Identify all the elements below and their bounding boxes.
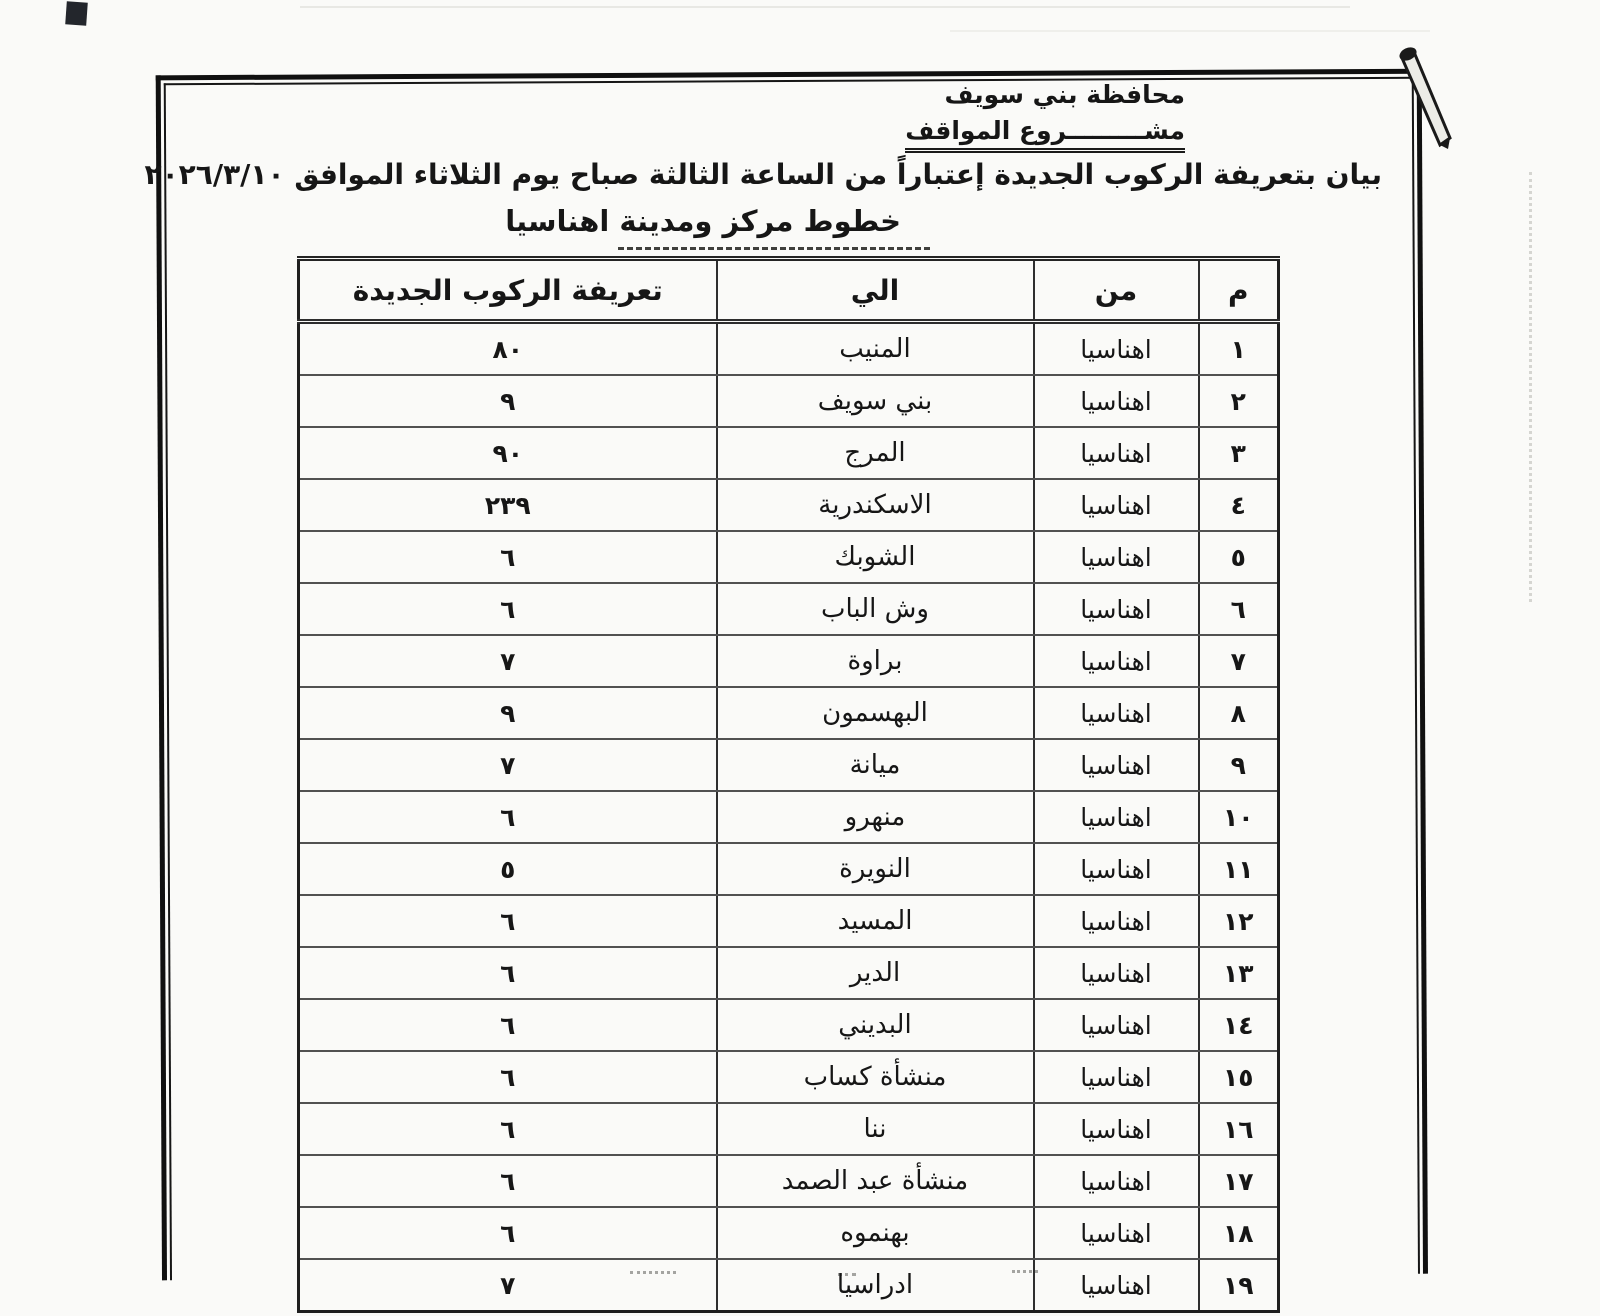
table-row	[299, 479, 1279, 531]
fare-cell: ٩	[299, 687, 717, 739]
fare-cell: ٦	[299, 999, 717, 1051]
row-number-cell: ١٤	[1199, 999, 1279, 1051]
from-cell: اهناسيا	[1034, 843, 1199, 895]
from-cell: اهناسيا	[1034, 739, 1199, 791]
from-cell: اهناسيا	[1034, 791, 1199, 843]
row-number-cell: ٥	[1199, 531, 1279, 583]
table-row	[299, 947, 1279, 999]
fare-cell: ٧	[299, 739, 717, 791]
project-title: مشـــــــــروع المواقف	[905, 116, 1185, 153]
scan-streak	[300, 6, 1350, 8]
to-cell: منشأة كساب	[717, 1051, 1034, 1103]
row-number-cell: ١٨	[1199, 1207, 1279, 1259]
table-row	[299, 1103, 1279, 1155]
from-cell: اهناسيا	[1034, 895, 1199, 947]
table-row	[299, 635, 1279, 687]
fare-cell: ٧	[299, 1259, 717, 1312]
to-cell: منهرو	[717, 791, 1034, 843]
row-number-cell: ١١	[1199, 843, 1279, 895]
table-row	[299, 1155, 1279, 1207]
from-cell: اهناسيا	[1034, 375, 1199, 427]
fare-cell: ٦	[299, 1051, 717, 1103]
row-number-cell: ٨	[1199, 687, 1279, 739]
table-row	[299, 739, 1279, 791]
to-cell: ننا	[717, 1103, 1034, 1155]
row-number-cell: ١٦	[1199, 1103, 1279, 1155]
nail-icon	[1388, 42, 1466, 158]
from-cell: اهناسيا	[1034, 1103, 1199, 1155]
from-cell: اهناسيا	[1034, 1051, 1199, 1103]
table-row	[299, 322, 1279, 376]
to-cell: المنيب	[717, 322, 1034, 376]
table-row	[299, 1259, 1279, 1312]
row-number-cell: ١	[1199, 322, 1279, 376]
table-row	[299, 999, 1279, 1051]
header-number: م	[1199, 259, 1279, 322]
row-number-cell: ٩	[1199, 739, 1279, 791]
fare-cell: ٩	[299, 375, 717, 427]
table-row	[299, 1051, 1279, 1103]
from-cell: اهناسيا	[1034, 687, 1199, 739]
fare-cell: ٦	[299, 1103, 717, 1155]
to-cell: المرج	[717, 427, 1034, 479]
from-cell: اهناسيا	[1034, 635, 1199, 687]
scan-corner-mark	[65, 1, 88, 25]
scan-dotted-line	[1529, 172, 1532, 602]
header-fare: تعريفة الركوب الجديدة	[299, 259, 717, 322]
header-to: الي	[717, 259, 1034, 322]
row-number-cell: ٧	[1199, 635, 1279, 687]
from-cell: اهناسيا	[1034, 1259, 1199, 1312]
from-cell: اهناسيا	[1034, 479, 1199, 531]
from-cell: اهناسيا	[1034, 322, 1199, 376]
lines-subtitle: خطوط مركز ومدينة اهناسيا	[505, 204, 901, 238]
row-number-cell: ١٣	[1199, 947, 1279, 999]
table-row	[299, 427, 1279, 479]
to-cell: المسيد	[717, 895, 1034, 947]
table-row	[299, 375, 1279, 427]
fare-cell: ٦	[299, 895, 717, 947]
row-number-cell: ٣	[1199, 427, 1279, 479]
fare-cell: ٥	[299, 843, 717, 895]
table-header-row	[299, 259, 1279, 322]
table-row	[299, 843, 1279, 895]
to-cell: بهنموه	[717, 1207, 1034, 1259]
row-number-cell: ٢	[1199, 375, 1279, 427]
row-number-cell: ١٩	[1199, 1259, 1279, 1312]
fare-table-body	[299, 322, 1279, 1312]
subtitle-underline	[618, 247, 930, 250]
table-row	[299, 531, 1279, 583]
fare-cell: ٨٠	[299, 322, 717, 376]
from-cell: اهناسيا	[1034, 1207, 1199, 1259]
fare-cell: ٦	[299, 583, 717, 635]
fare-cell: ٢٣٩	[299, 479, 717, 531]
from-cell: اهناسيا	[1034, 583, 1199, 635]
to-cell: البديني	[717, 999, 1034, 1051]
to-cell: بني سويف	[717, 375, 1034, 427]
to-cell: الشوبك	[717, 531, 1034, 583]
table-row	[299, 687, 1279, 739]
from-cell: اهناسيا	[1034, 999, 1199, 1051]
to-cell: الدير	[717, 947, 1034, 999]
fare-cell: ٦	[299, 947, 717, 999]
from-cell: اهناسيا	[1034, 427, 1199, 479]
to-cell: الاسكندرية	[717, 479, 1034, 531]
table-row	[299, 791, 1279, 843]
from-cell: اهناسيا	[1034, 947, 1199, 999]
fare-cell: ٦	[299, 1155, 717, 1207]
row-number-cell: ١٥	[1199, 1051, 1279, 1103]
governorate-title: محافظة بني سويف	[944, 80, 1185, 109]
to-cell: منشأة عبد الصمد	[717, 1155, 1034, 1207]
row-number-cell: ٤	[1199, 479, 1279, 531]
fare-cell: ٧	[299, 635, 717, 687]
table-row	[299, 895, 1279, 947]
fare-cell: ٩٠	[299, 427, 717, 479]
scan-streak	[950, 30, 1430, 32]
table-row	[299, 1207, 1279, 1259]
to-cell: البهسمون	[717, 687, 1034, 739]
row-number-cell: ١٢	[1199, 895, 1279, 947]
row-number-cell: ١٠	[1199, 791, 1279, 843]
to-cell: ادراسيا	[717, 1259, 1034, 1312]
fare-cell: ٦	[299, 791, 717, 843]
from-cell: اهناسيا	[1034, 531, 1199, 583]
header-from: من	[1034, 259, 1199, 322]
to-cell: وش الباب	[717, 583, 1034, 635]
to-cell: براوة	[717, 635, 1034, 687]
fare-table	[297, 256, 1280, 1313]
row-number-cell: ١٧	[1199, 1155, 1279, 1207]
fare-cell: ٦	[299, 531, 717, 583]
fare-cell: ٦	[299, 1207, 717, 1259]
to-cell: ميانة	[717, 739, 1034, 791]
row-number-cell: ٦	[1199, 583, 1279, 635]
from-cell: اهناسيا	[1034, 1155, 1199, 1207]
to-cell: النويرة	[717, 843, 1034, 895]
table-row	[299, 583, 1279, 635]
document-title: بيان بتعريفة الركوب الجديدة إعتباراً من الساعة الثالثة صباح يوم الثلاثاء الموافق ٢٠٢٦/٣/١٠	[144, 158, 1382, 191]
